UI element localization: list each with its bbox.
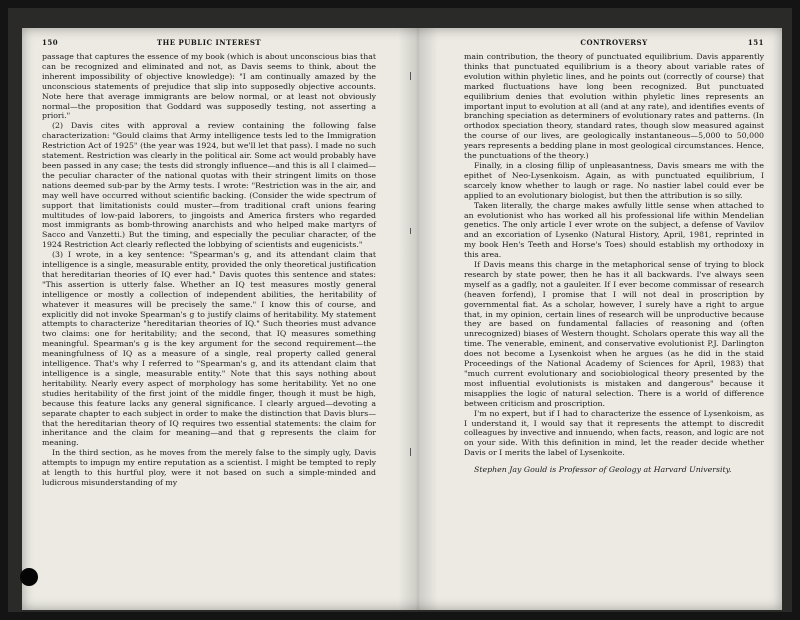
margin-mark <box>410 72 411 80</box>
paragraph: In the third section, as he moves from the merely false to the simply ugly, Davis attempts to impugn my entire reputation as a scientist. I might be tempted to reply at length to this hurtful ploy, were it not based on such a simple-minded and ludicrous misunderstanding of my <box>42 448 376 487</box>
paragraph: (3) I wrote, in a key sentence: "Spearman's g, and its attendant claim that intelligence is a single, measurable entity, provided the only theoretical justification that hereditarian theories of IQ ever had." Davis quotes this sentence and states: "This assertion is utterly false. Whether an IQ test measures mostly general intelligence or mostly a collection of independent abilities, the heritability of whatever it measures will be precisely the same." I know this of course, and explicitly did not invoke Spearman's g to justify claims of heritability. My statement attempts to characterize "hereditarian theories of IQ." Such theories must advance two claims: one for heritability; and the second, that IQ measures something meaningful. Spearman's g is the key argument for the second requirement—the meaningfulness of IQ as a measure of a single, real property called general intelligence. That's why I referred to "Spearman's g, and its attendant claim that intelligence is a single, measurable entity." Note that this says nothing about heritability. Nearly every aspect of morphology has some heritability. Yet no one studies heritability of the first joint of the middle finger, though it must be high, because this feature lacks any general significance. I clearly argued—devoting a separate chapter to each subject in order to make the distinction that Davis blurs—that the hereditarian theory of IQ requires two essential statements: the claim for inheritance and the claim for meaning—and that g represents the claim for meaning. <box>42 250 376 448</box>
paragraph: main contribution, the theory of punctuated equilibrium. Davis apparently thinks that punctuated equilibrium is a theory about variable rates of evolution within phyletic lines, and he points out (correctly of course) that marked fluctuations have long been recognized. But punctuated equilibrium denies that evolution within phyletic lines represents an important input to evolution at all (and at any rate), and identifies events of branching speciation as determiners of evolutionary rates and patterns. (In orthodox speciation theory, standard rates, though slow measured against the course of our lives, are geologically instantaneous—5,000 to 50,000 years represents a bedding plane in most geological circumstances. Hence, the punctuations of the theory.) <box>464 52 764 161</box>
paragraph: Taken literally, the charge makes awfully little sense when attached to an evolutionist who has worked all his professional life within Mendelian genetics. The only article I ever wrote on the subject, a defense of Vavilov and an excoriation of Lysenko (Natural History, April, 1981, reprinted in my book Hen's Teeth and Horse's Toes) should establish my orthodoxy in this area. <box>464 200 764 260</box>
margin-mark <box>410 228 411 234</box>
paragraph: If Davis means this charge in the metaphorical sense of trying to block research by state power, then he has it all backwards. I've always seen myself as a gadfly, not a gauleiter. If I ever become commissar of research (heaven forfend), I promise that I will not deal in proscription by governmental fiat. As a scholar, however, I surely have a right to argue that, in my opinion, certain lines of research will be unproductive because they are based on fundamental fallacies of reasoning and (often unrecognized) biases of Western thought. Scholars operate this way all the time. The venerable, eminent, and conservative evolutionist P.J. Darlington does not become a Lysenkoist when he argues (as he did in the staid Proceedings of the National Academy of Sciences for April, 1983) that "much current evolutionary and sociobiological theory presented by the most influential evolutionists is mistaken and dangerous" because it misapplies the logic of natural selection. There is a world of difference between criticism and proscription. <box>464 260 764 408</box>
page-gutter <box>398 28 438 610</box>
page-number: 150 <box>42 38 59 47</box>
paragraph: (2) Davis cites with approval a review containing the following false characterization: "Gould claims that Army intelligence tests led to the Immigration Restriction Act of 1925" (the year was 1924, but we'll let that pass). I made no such statement. Restriction was clearly in the political air. Some act would probably have been passed in any case; the tests did strongly influence—and this is all I claimed—the peculiar character of the national quotas with their stringent limits on those nations deemed sub-par by the Army tests. I wrote: "Restriction was in the air, and may well have occurred without scientific backing. (Consider the wide spectrum of support that limitationists could muster—from traditional craft unions fearing multitudes of low-paid laborers, to jingoists and America firsters who regarded most immigrants as bomb-throwing anarchists and who helped make martyrs of Sacco and Vanzetti.) But the timing, and especially the peculiar character, of the 1924 Restriction Act clearly reflected the lobbying of scientists and eugenicists." <box>42 121 376 250</box>
running-head-title: THE PUBLIC INTEREST <box>156 38 262 47</box>
paragraph: I'm no expert, but if I had to characterize the essence of Lysenkoism, as I understand it, I would say that it represents the attempt to discredit colleagues by invective and innuendo, when facts, reason, and logic are not on your side. With this definition in mind, let the reader decide whether Davis or I merits the label of Lysenkoite. <box>464 408 764 458</box>
scanner-frame <box>8 8 792 612</box>
left-running-head <box>42 38 376 49</box>
page-number: 151 <box>747 38 764 47</box>
right-page <box>464 38 764 598</box>
left-page <box>42 38 376 598</box>
right-body-text <box>464 52 764 475</box>
punch-hole <box>20 568 38 586</box>
author-byline: Stephen Jay Gould is Professor of Geology at Harvard University. <box>474 465 732 475</box>
paragraph: passage that captures the essence of my book (which is about unconscious bias that can be recognized and eliminated and not, as Davis seems to think, about the inherent impossibility of objective knowledge): "I am continually amazed by the unconscious statements of prejudice that slip into supposedly objective accounts. Note here that average immigrants are below normal, or at least not obviously normal—the proposition that Goddard was supposedly testing, not asserting a priori." <box>42 52 376 121</box>
paragraph: Finally, in a closing fillip of unpleasantness, Davis smears me with the epithet of Neo-Lysenkoism. Again, as with punctuated equilibrium, I scarcely know whether to laugh or rage. No nastier label could ever be applied to an evolutionary biologist, but then the attribution is so silly. <box>464 160 764 200</box>
book-spread <box>22 28 782 610</box>
right-running-head <box>464 38 764 49</box>
left-body-text <box>42 52 376 488</box>
margin-mark <box>410 448 411 456</box>
running-head-title: CONTROVERSY <box>580 38 648 47</box>
